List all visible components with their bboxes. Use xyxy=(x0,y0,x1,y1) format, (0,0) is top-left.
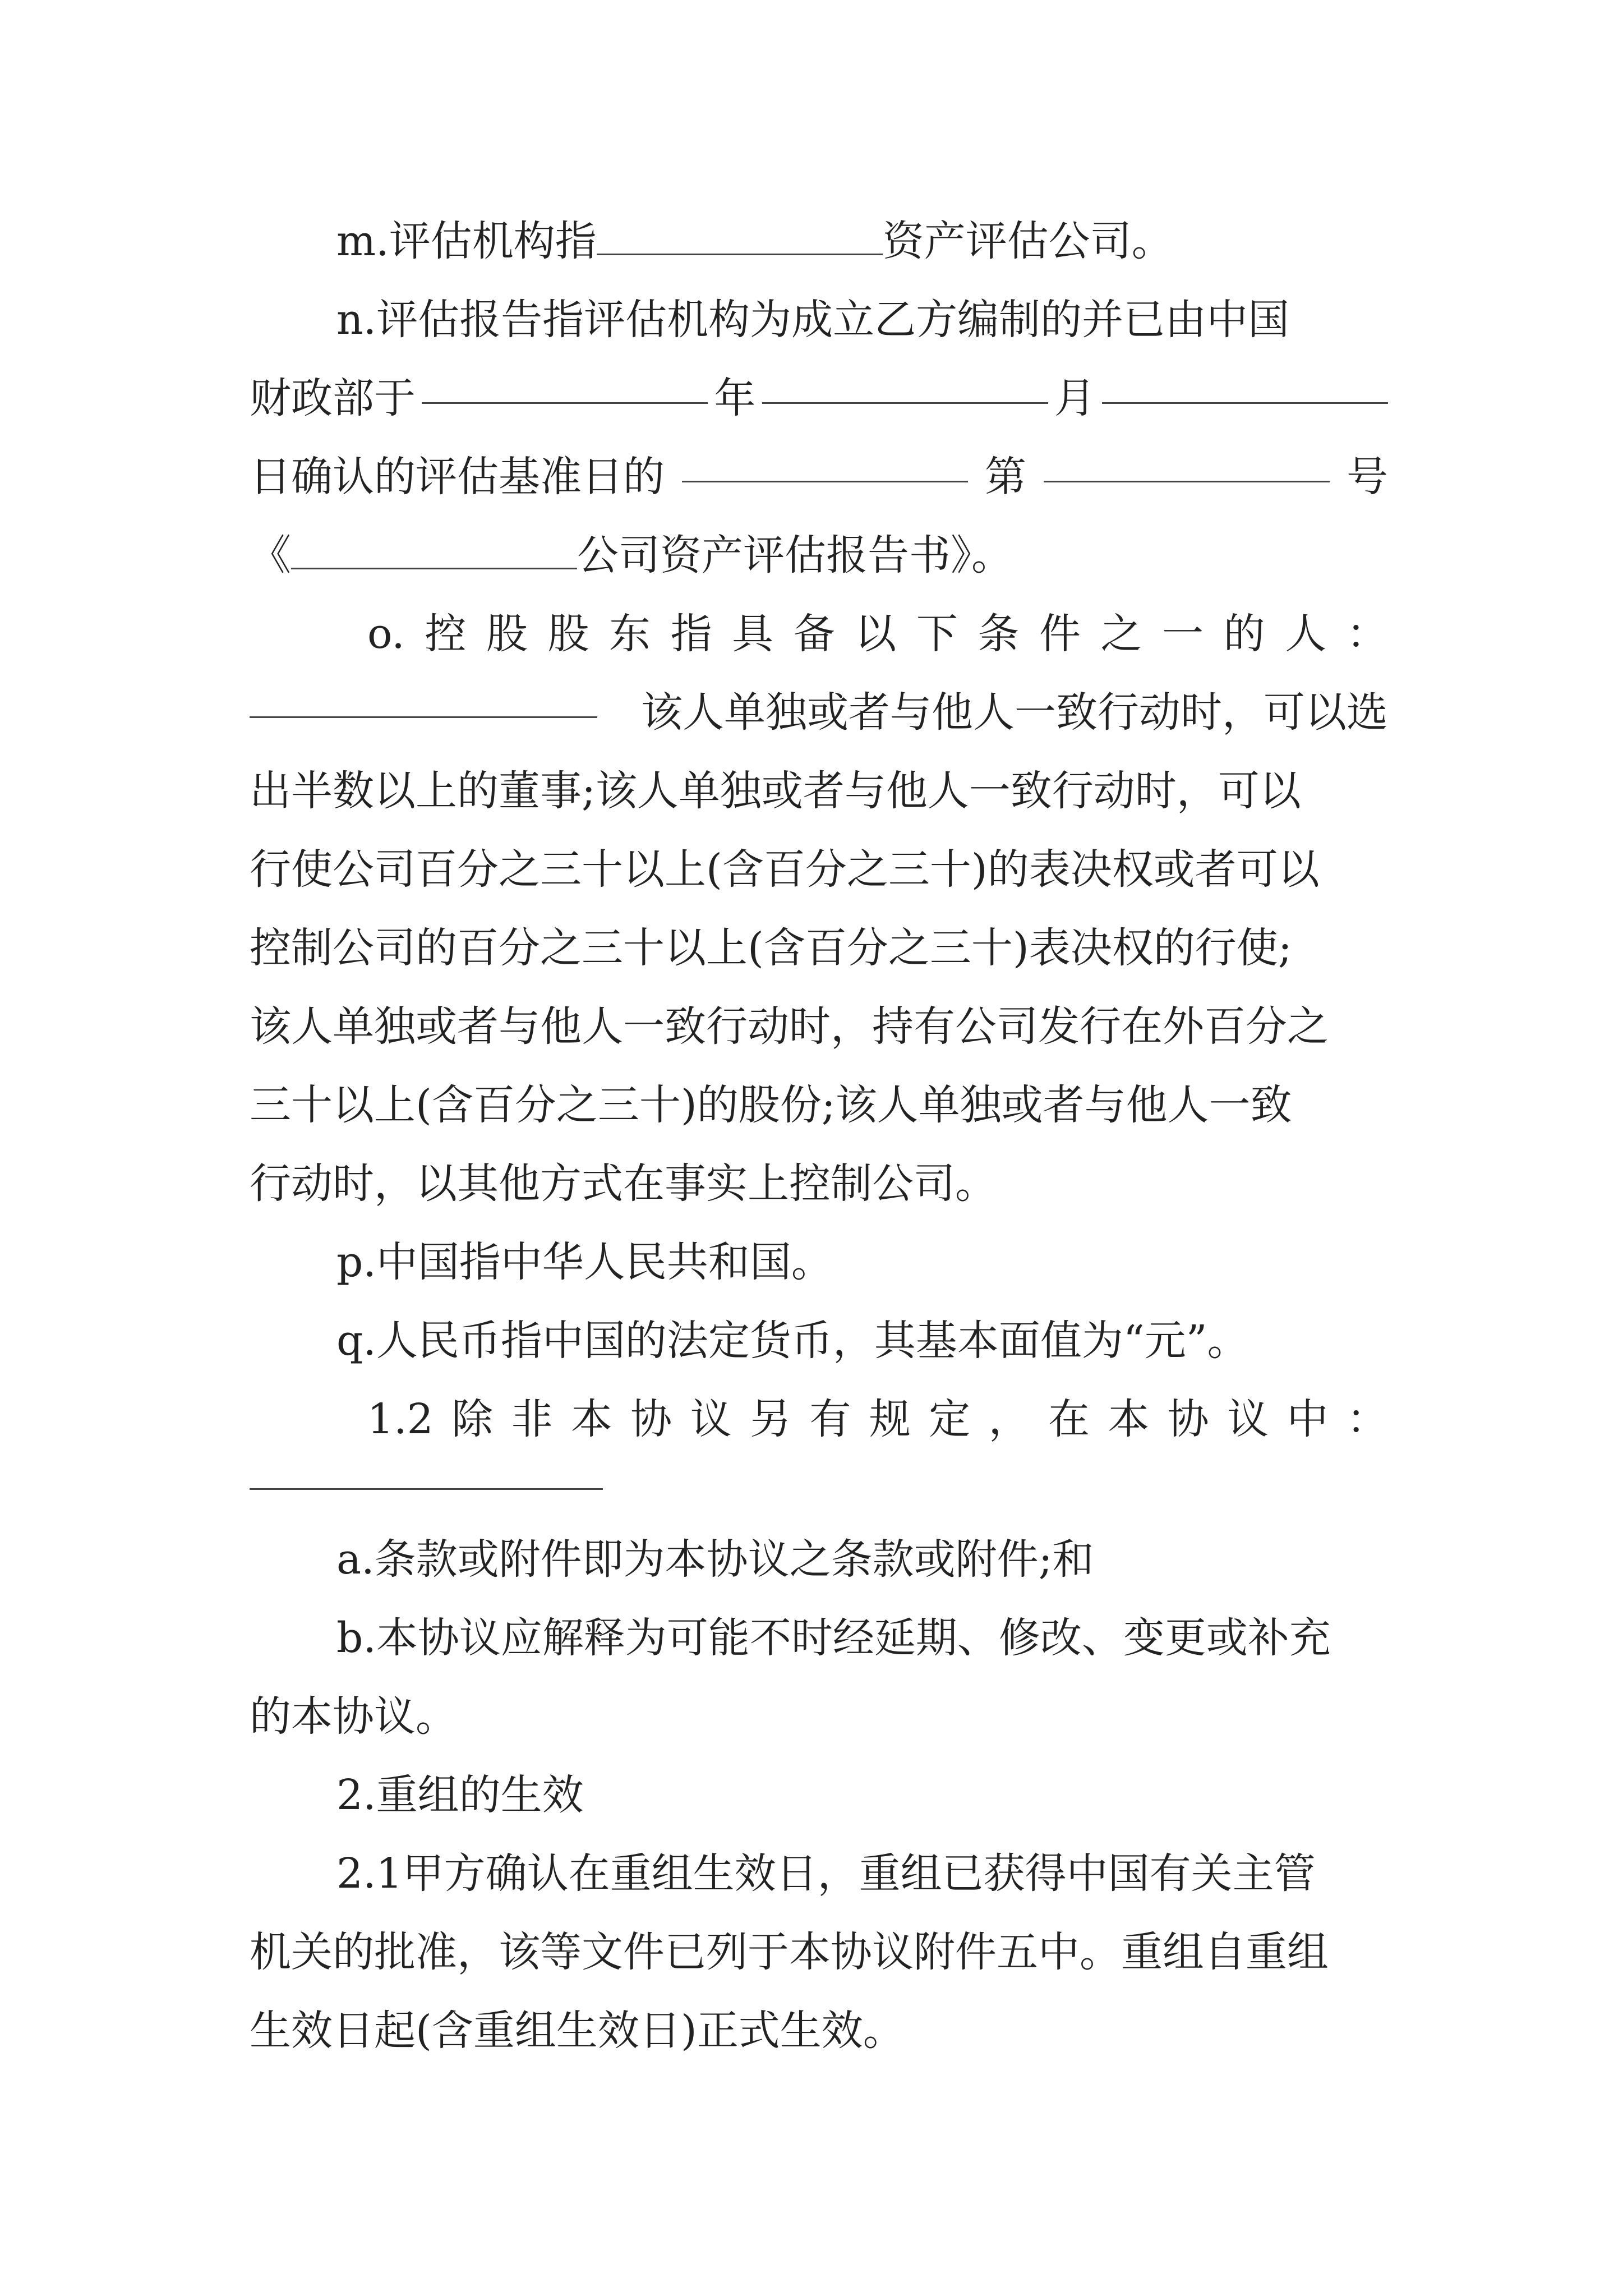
s12-char: 协 xyxy=(630,1395,672,1443)
item-o-line4: 行使公司百分之三十以上(含百分之三十)的表决权或者可以 xyxy=(250,845,1320,894)
s12-char: 在 xyxy=(1048,1395,1090,1443)
section-1-2-a: a.条款或附件即为本协议之条款或附件;和 xyxy=(336,1535,1094,1584)
item-m-prefix: m.评估机构指 xyxy=(336,217,597,265)
item-n-line3-c: 号 xyxy=(1347,453,1388,501)
fill-blank-year[interactable] xyxy=(422,356,708,404)
s12-char: 有 xyxy=(809,1395,851,1443)
fill-blank-company[interactable] xyxy=(291,522,577,569)
item-n-line4-b: 公司资产评估报告书》。 xyxy=(577,531,1013,579)
o-char: 件 xyxy=(1039,610,1081,658)
s12-char: 除 xyxy=(451,1395,494,1443)
o-char: 的 xyxy=(1223,610,1265,658)
fill-blank-day[interactable] xyxy=(1102,356,1388,404)
section-2-1-line2: 机关的批准，该等文件已列于本协议附件五中。重组自重组 xyxy=(250,1928,1329,1976)
fill-blank-condition[interactable] xyxy=(250,670,597,718)
o-char: 具 xyxy=(732,610,774,658)
item-n-line3-b: 第 xyxy=(985,453,1026,501)
s12-char: 1.2 xyxy=(367,1395,434,1443)
section-1-2-b-line1: b.本协议应解释为可能不时经延期、修改、变更或补充 xyxy=(336,1614,1331,1662)
s12-char: 中 xyxy=(1287,1395,1329,1443)
item-n-line2 xyxy=(250,356,1388,440)
o-char: 之 xyxy=(1100,610,1142,658)
o-char: 股 xyxy=(486,610,528,658)
o-char: 以 xyxy=(855,610,897,658)
fill-blank-definitions[interactable] xyxy=(250,1488,603,1490)
s12-char: 协 xyxy=(1167,1395,1209,1443)
item-n-line2-b: 年 xyxy=(714,374,756,422)
section-1-2-heading xyxy=(367,1377,1388,1461)
o-char: ： xyxy=(1346,610,1388,658)
section-1-2-b-line2: 的本协议。 xyxy=(250,1692,457,1741)
fill-blank-number[interactable] xyxy=(1044,435,1330,482)
item-n-line1: n.评估报告指评估机构为成立乙方编制的并已由中国 xyxy=(336,296,1290,344)
item-o-line8: 行动时，以其他方式在事实上控制公司。 xyxy=(250,1159,997,1208)
o-char: o. xyxy=(367,610,405,658)
item-n-line4-a: 《 xyxy=(250,531,291,579)
item-n-line4 xyxy=(250,513,1388,597)
s12-char: ， xyxy=(988,1395,1030,1443)
s12-char: 本 xyxy=(570,1395,612,1443)
item-o-line2-text: 该人单独或者与他人一致行动时，可以选 xyxy=(641,688,1388,737)
item-o-line1 xyxy=(367,592,1388,676)
item-n-line3 xyxy=(250,435,1388,519)
item-m-suffix: 资产评估公司。 xyxy=(882,217,1173,265)
o-char: 下 xyxy=(916,610,958,658)
item-n-line2-c: 月 xyxy=(1054,374,1096,422)
item-n-line3-a: 日确认的评估基准日的 xyxy=(250,453,665,501)
o-char: 条 xyxy=(978,610,1020,658)
item-q: q.人民币指中国的法定货币，其基本面值为“元”。 xyxy=(336,1317,1249,1365)
o-char: 股 xyxy=(547,610,589,658)
o-char: 指 xyxy=(670,610,712,658)
o-char: 人 xyxy=(1285,610,1327,658)
s12-char: 议 xyxy=(690,1395,732,1443)
section-2-1-line3: 生效日起(含重组生效日)正式生效。 xyxy=(250,2007,905,2055)
s12-char: 本 xyxy=(1108,1395,1150,1443)
o-char: 备 xyxy=(793,610,835,658)
item-o-line2 xyxy=(250,670,1388,754)
item-p: p.中国指中华人民共和国。 xyxy=(336,1238,833,1286)
o-char: 一 xyxy=(1162,610,1204,658)
o-char: 控 xyxy=(425,610,467,658)
s12-char: ： xyxy=(1346,1395,1388,1443)
item-o-line7: 三十以上(含百分之三十)的股份;该人单独或者与他人一致 xyxy=(250,1081,1292,1129)
section-2-heading: 2.重组的生效 xyxy=(336,1771,584,1819)
s12-char: 另 xyxy=(750,1395,792,1443)
o-char: 东 xyxy=(609,610,651,658)
item-o-line3: 出半数以上的董事;该人单独或者与他人一致行动时，可以 xyxy=(250,767,1301,815)
s12-char: 定 xyxy=(929,1395,971,1443)
section-2-1-line1: 2.1甲方确认在重组生效日，重组已获得中国有关主管 xyxy=(336,1849,1316,1898)
item-o-line6: 该人单独或者与他人一致行动时，持有公司发行在外百分之 xyxy=(250,1002,1329,1051)
s12-char: 议 xyxy=(1227,1395,1269,1443)
fill-blank-institution[interactable] xyxy=(597,208,883,255)
item-o-line5: 控制公司的百分之三十以上(含百分之三十)表决权的行使; xyxy=(250,924,1292,972)
fill-blank-base-date[interactable] xyxy=(682,435,968,482)
item-n-line2-a: 财政部于 xyxy=(250,374,416,422)
item-m xyxy=(336,199,1388,283)
s12-char: 非 xyxy=(511,1395,553,1443)
s12-char: 规 xyxy=(869,1395,911,1443)
fill-blank-month[interactable] xyxy=(762,356,1048,404)
